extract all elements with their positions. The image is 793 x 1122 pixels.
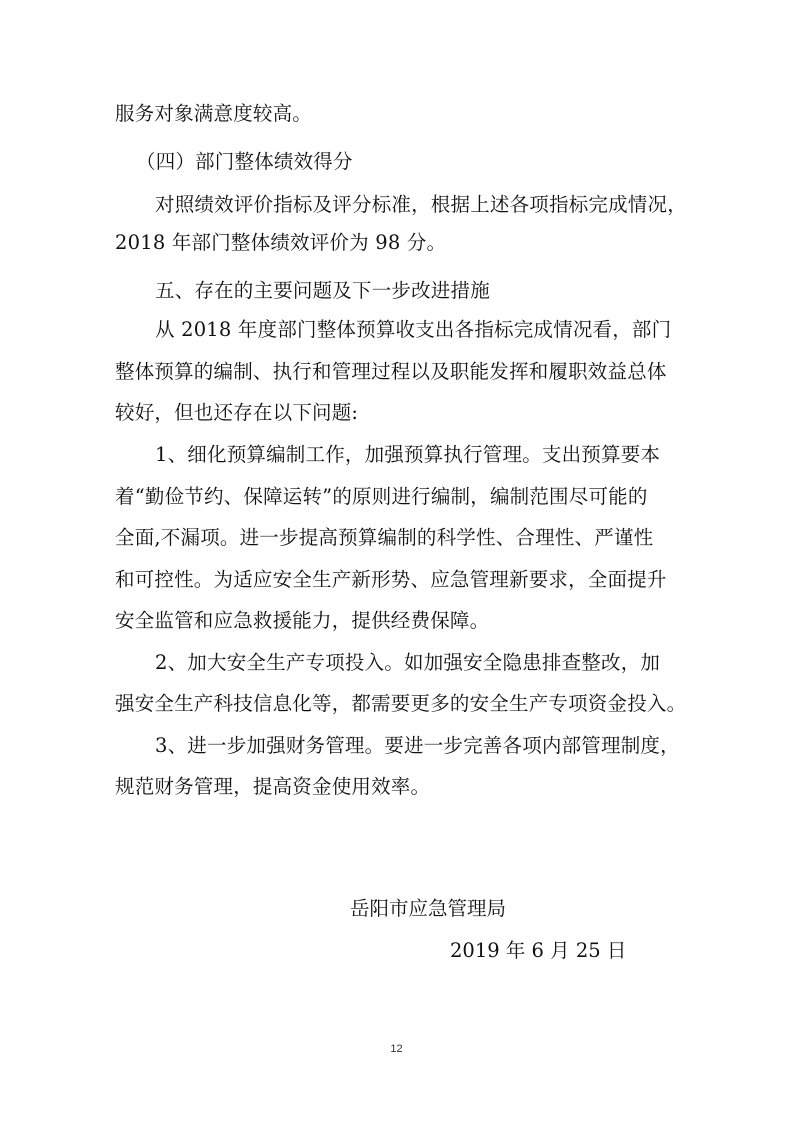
paragraph-line: 着“勤俭节约、保障运转”的原则进行编制，编制范围尽可能的 (115, 485, 648, 508)
signature-organization: 岳阳市应急管理局 (350, 897, 507, 920)
paragraph-line: 2、加大安全生产专项投入。如加强安全隐患排查整改，加 (155, 651, 661, 674)
paragraph-line: 全面,不漏项。进一步提高预算编制的科学性、合理性、严谨性 (115, 526, 654, 549)
paragraph-line: 对照绩效评价指标及评分标准，根据上述各项指标完成情况， (155, 193, 687, 216)
page-number: 12 (390, 1043, 403, 1055)
paragraph-line: 从 2018 年度部门整体预算收支出各指标完成情况看，部门 (155, 318, 672, 341)
paragraph-line: 服务对象满意度较高。 (115, 102, 313, 125)
section-heading: （四）部门整体绩效得分 (136, 150, 353, 173)
paragraph-line: 安全监管和应急救援能力，提供经费保障。 (115, 609, 490, 632)
paragraph-line: 整体预算的编制、执行和管理过程以及职能发挥和履职效益总体 (115, 360, 667, 383)
paragraph-line: 1、细化预算编制工作，加强预算执行管理。支出预算要本 (155, 443, 661, 466)
paragraph-line: 强安全生产科技信息化等，都需要更多的安全生产专项资金投入。 (115, 692, 687, 715)
paragraph-line: 规范财务管理，提高资金使用效率。 (115, 775, 431, 798)
paragraph-line: 2018 年部门整体绩效评价为 98 分。 (115, 231, 447, 254)
paragraph-line: 3、进一步加强财务管理。要进一步完善各项内部管理制度， (155, 734, 680, 757)
signature-date: 2019 年 6 月 25 日 (450, 939, 627, 962)
section-heading: 五、存在的主要问题及下一步改进措施 (155, 279, 490, 302)
paragraph-line: 和可控性。为适应安全生产新形势、应急管理新要求，全面提升 (115, 568, 667, 591)
paragraph-line: 较好，但也还存在以下问题: (115, 401, 359, 424)
